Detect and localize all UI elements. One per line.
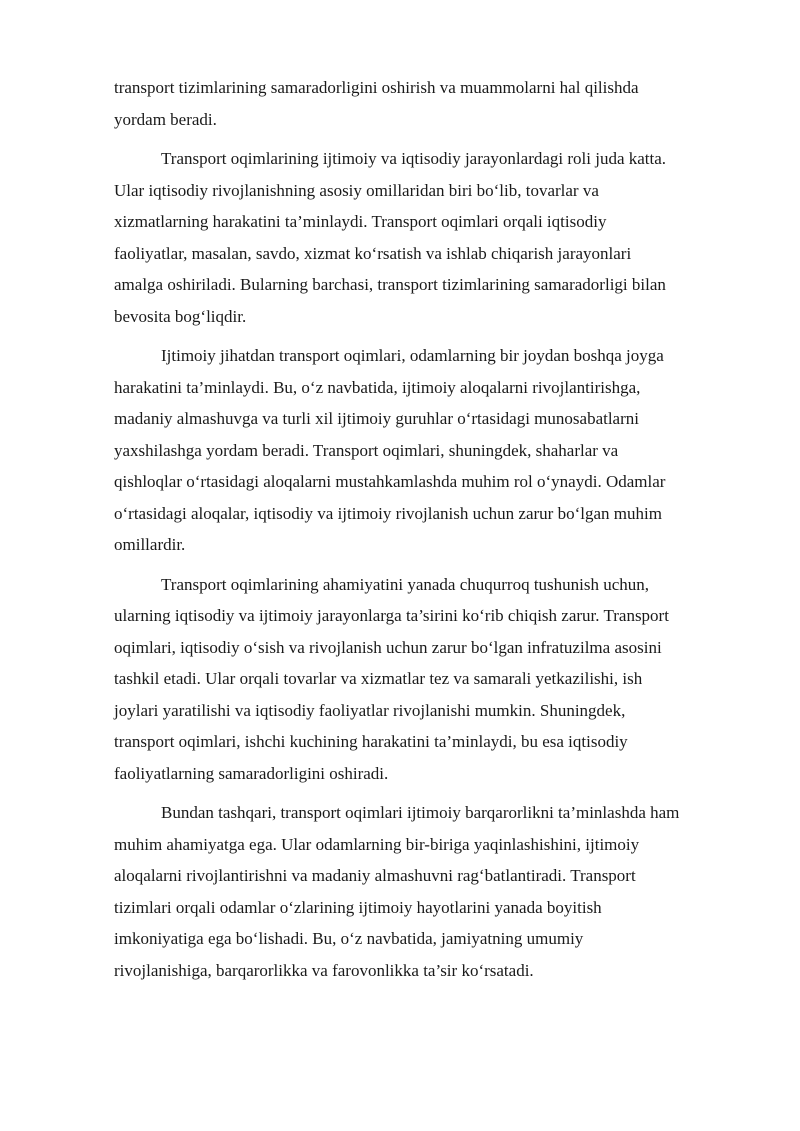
paragraph-economic-impact: Transport oqimlarining ahamiyatini yanada chuqurroq tushunish uchun, ularning iqtisodiy va ijtimoiy jarayonlarga ta’sirini ko‘rib chiqish zarur. Transport oqimlari, iqtisodiy o‘sish va rivojlanish uchun zarur bo‘lgan infratuzilma asosini tashkil etadi. Ular orqali tovarlar va xizmatlar tez va samarali yetkazilishi, ish joylari yaratilishi va iqtisodiy faoliyatlar rivojlanishi mumkin. Shuningdek, transport oqimlari, ishchi kuchining harakatini ta’minlaydi, bu esa iqtisodiy faoliyatlarning samaradorligini oshiradi. <box>114 574 669 783</box>
paragraph-social-aspect: Ijtimoiy jihatdan transport oqimlari, odamlarning bir joydan boshqa joyga harakatini ta’minlaydi. Bu, o‘z navbatida, ijtimoiy aloqalarni rivojlantirishga, madaniy almashuvga va turli xil ijtimoiy guruhlar o‘rtasidagi munosabatlarni yaxshilashga yordam beradi. Transport oqimlari, shuningdek, shaharlar va qishloqlar o‘rtasidagi aloqalarni mustahkamlashda muhim rol o‘ynaydi. Odamlar o‘rtasidagi aloqalar, iqtisodiy va ijtimoiy rivojlanish uchun zarur bo‘lgan muhim omillardir. <box>114 346 666 554</box>
paragraph-social-stability: Bundan tashqari, transport oqimlari ijtimoiy barqarorlikni ta’minlashda ham muhim ahamiyatga ega. Ular odamlarning bir-biriga yaqinlashishini, ijtimoiy aloqalarni rivojlantirishni va madaniy almashuvni rag‘batlantiradi. Transport tizimlari orqali odamlar o‘zlarining ijtimoiy hayotlarini yanada boyitish imkoniyatiga ega bo‘lishadi. Bu, o‘z navbatida, jamiyatning umumiy rivojlanishiga, barqarorlikka va farovonlikka ta’sir ko‘rsatadi. <box>114 803 680 980</box>
paragraph-transport-role: Transport oqimlarining ijtimoiy va iqtisodiy jarayonlardagi roli juda katta. Ular iqtisodiy rivojlanishning asosiy omillaridan biri bo‘lib, tovarlar va xizmatlarning harakatini ta’minlaydi. Transport oqimlari orqali iqtisodiy faoliyatlar, masalan, savdo, xizmat ko‘rsatish va ishlab chiqarish jarayonlari amalga oshiriladi. Bularning barchasi, transport tizimlarining samaradorligi bilan bevosita bog‘liqdir. <box>114 149 667 326</box>
paragraph-continuation: transport tizimlarining samaradorligini oshirish va muammolarni hal qilishda yordam beradi. <box>114 78 639 129</box>
document-body <box>114 72 738 994</box>
